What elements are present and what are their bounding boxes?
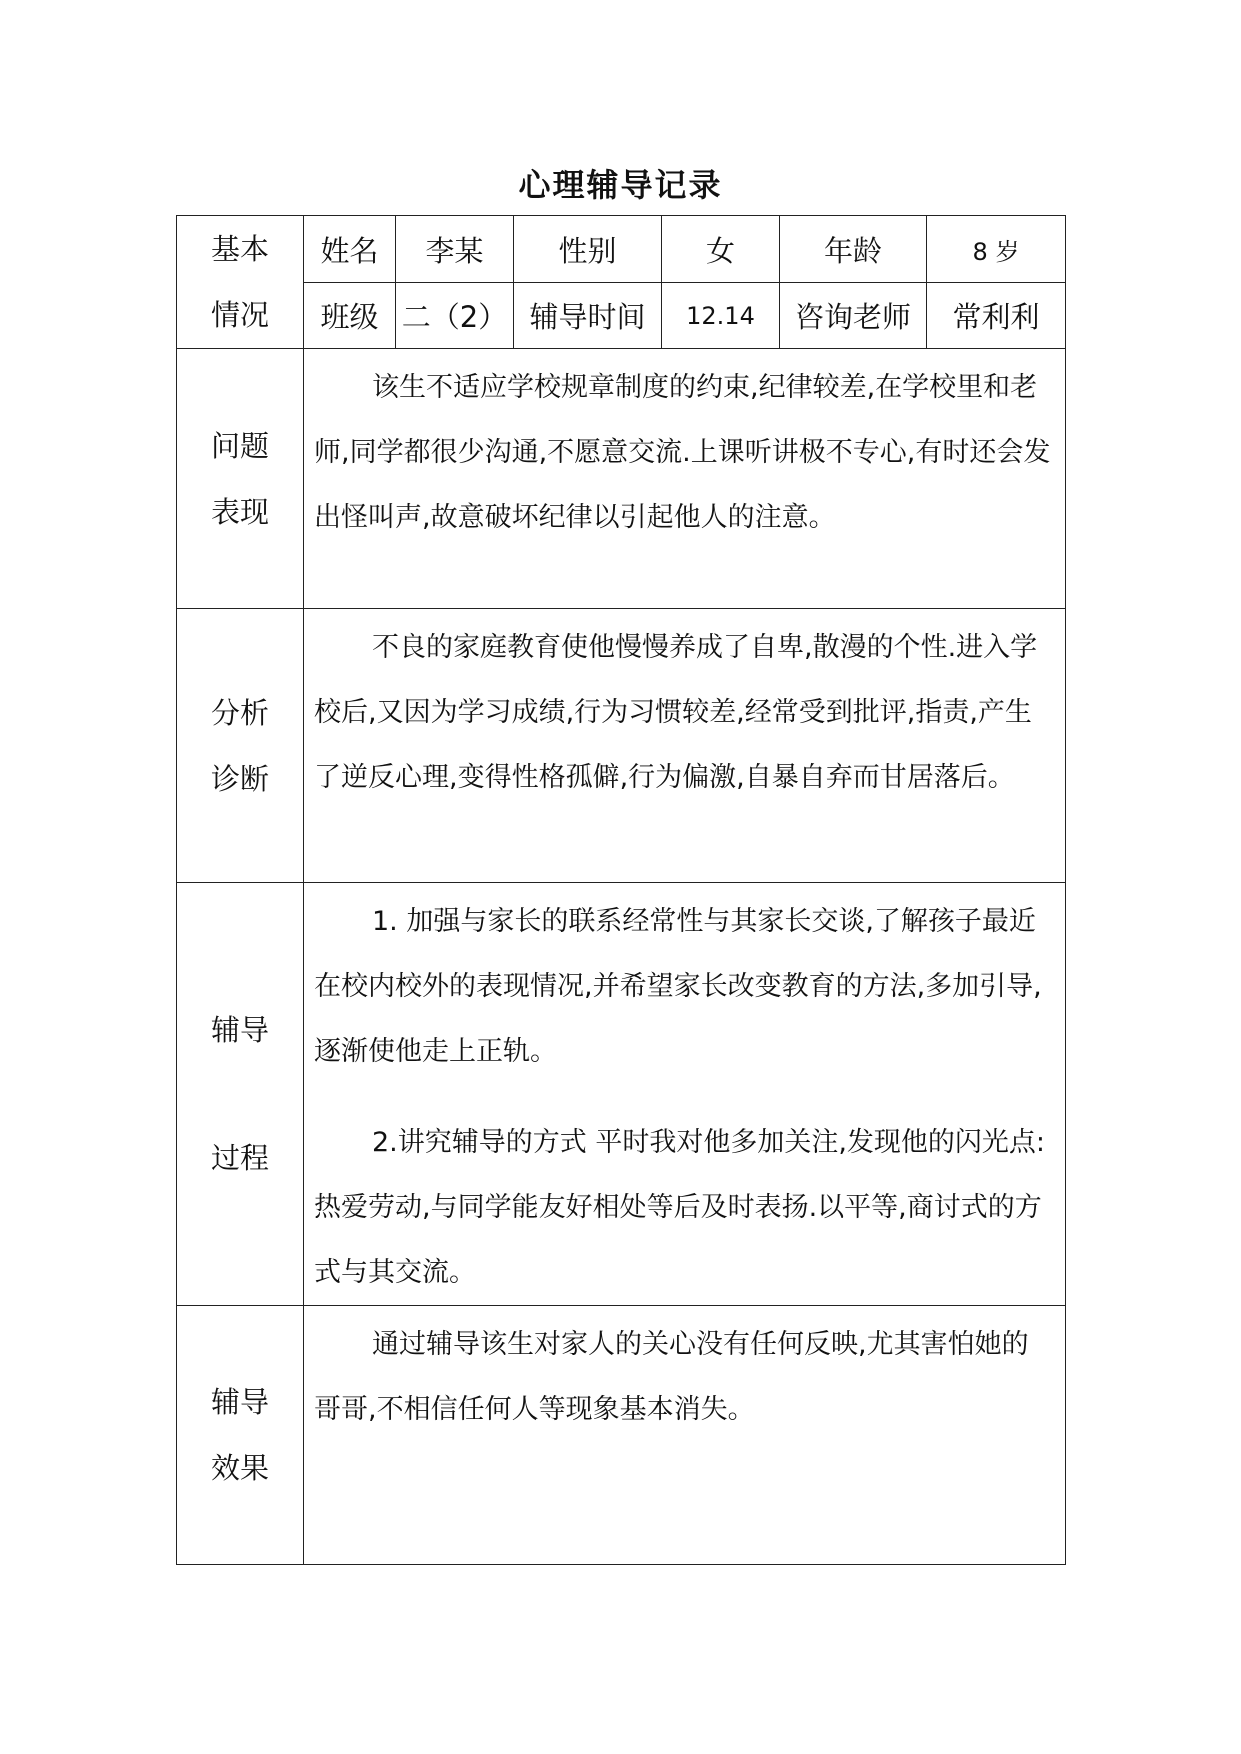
time-label: 辅导时间 bbox=[514, 283, 662, 349]
process-item-2: 2.讲究辅导的方式 平时我对他多加关注,发现他的闪光点:热爱劳动,与同学能友好相处等后及时表扬.以平等,商讨式的方式与其交流。 bbox=[314, 1127, 1046, 1288]
gender-label: 性别 bbox=[514, 216, 662, 283]
teacher-label: 咨询老师 bbox=[780, 283, 927, 349]
effect-text: 通过辅导该生对家人的关心没有任何反映,尤其害怕她的哥哥,不相信任何人等现象基本消失。 bbox=[314, 1329, 1029, 1425]
process-text-cell bbox=[304, 883, 1066, 1306]
gender-value: 女 bbox=[662, 216, 780, 283]
teacher-value: 常利利 bbox=[927, 283, 1066, 349]
analysis-text: 不良的家庭教育使他慢慢养成了自卑,散漫的个性.进入学校后,又因为学习成绩,行为习惯较差,经常受到批评,指责,产生了逆反心理,变得性格孤僻,行为偏激,自暴自弃而甘居落后。 bbox=[314, 632, 1038, 793]
problem-text-cell bbox=[304, 349, 1066, 609]
record-table bbox=[176, 215, 1065, 1565]
document-title: 心理辅导记录 bbox=[518, 166, 723, 204]
effect-text-cell bbox=[304, 1306, 1066, 1565]
process-item-1: 1. 加强与家长的联系经常性与其家长交谈,了解孩子最近在校内校外的表现情况,并希望家长改变教育的方法,多加引导,逐渐使他走上正轨。 bbox=[314, 906, 1042, 1067]
analysis-text-cell bbox=[304, 609, 1066, 883]
problem-text: 该生不适应学校规章制度的约束,纪律较差,在学校里和老师,同学都很少沟通,不愿意交流.上课听讲极不专心,有时还会发出怪叫声,故意破坏纪律以引起他人的注意。 bbox=[314, 372, 1051, 533]
age-value: 8 岁 bbox=[927, 216, 1066, 283]
effect-label: 辅导 效果 bbox=[177, 1306, 304, 1565]
process-label: 辅导 过程 bbox=[177, 883, 304, 1306]
age-label: 年龄 bbox=[780, 216, 927, 283]
name-value: 李某 bbox=[396, 216, 514, 283]
analysis-label: 分析 诊断 bbox=[177, 609, 304, 883]
basic-info-label: 基本 情况 bbox=[177, 216, 304, 349]
problem-label: 问题 表现 bbox=[177, 349, 304, 609]
class-label: 班级 bbox=[304, 283, 396, 349]
name-label: 姓名 bbox=[304, 216, 396, 283]
time-value: 12.14 bbox=[662, 283, 780, 349]
class-value: 二（2） bbox=[396, 283, 514, 349]
